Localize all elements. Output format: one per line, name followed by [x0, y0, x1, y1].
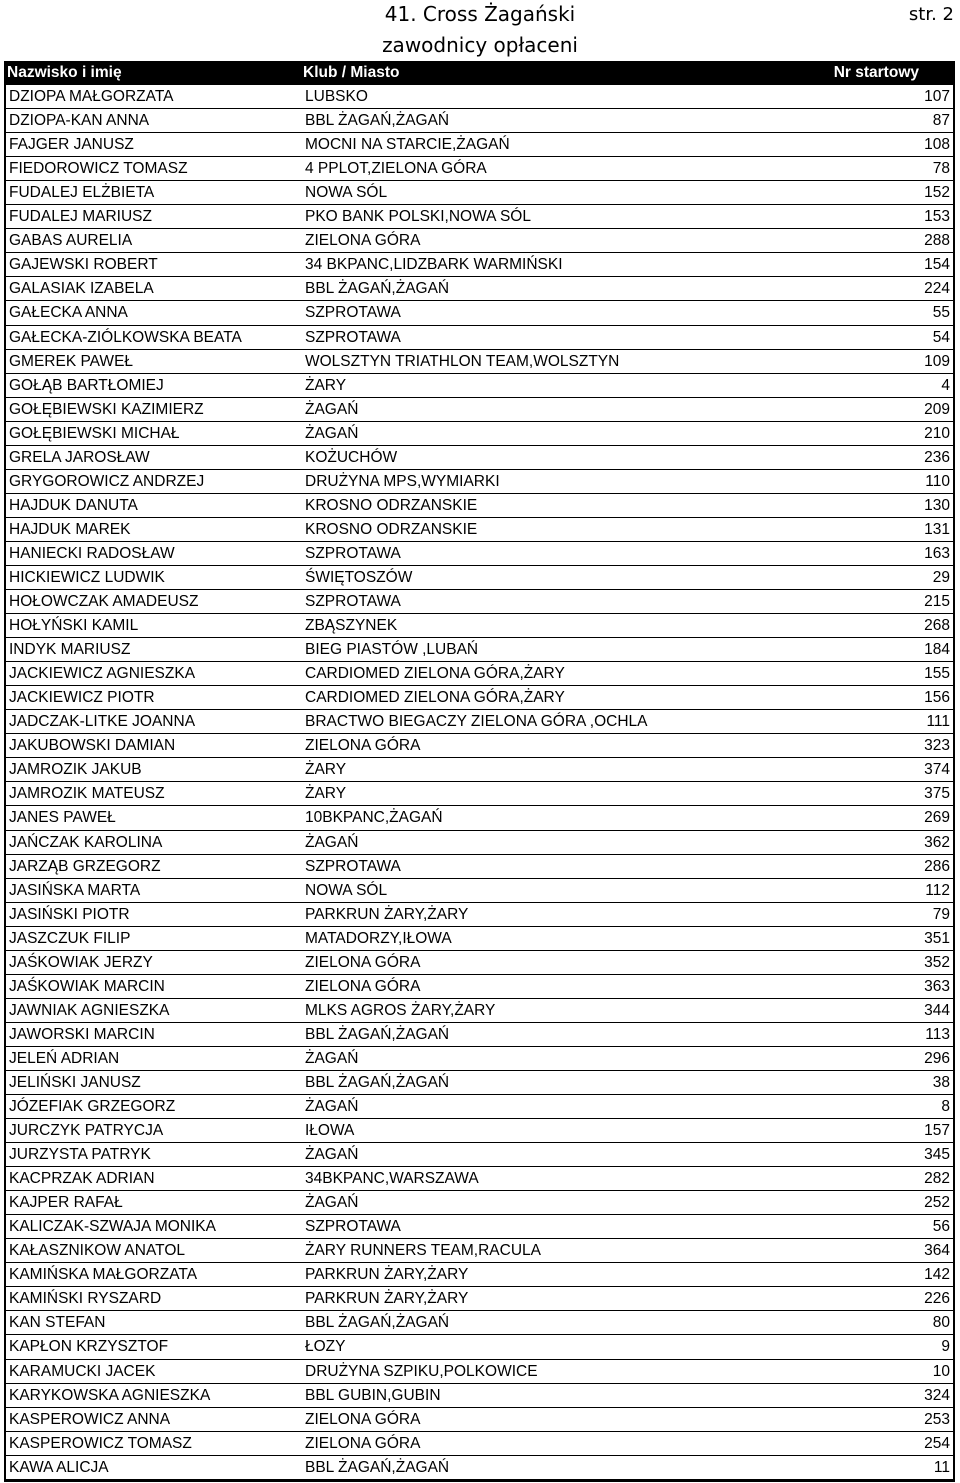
start-number: 113: [925, 1025, 950, 1043]
start-number: 324: [924, 1386, 950, 1404]
participant-club: ŻARY: [305, 376, 347, 394]
participant-club: ŻAGAŃ: [305, 833, 359, 851]
participant-club: KROSNO ODRZANSKIE: [305, 496, 478, 514]
start-number: 269: [924, 809, 950, 827]
start-number: 130: [924, 496, 950, 514]
participant-name: JARZĄB GRZEGORZ: [9, 857, 161, 875]
participant-club: ŻAGAŃ: [305, 424, 359, 442]
start-number: 152: [924, 184, 950, 202]
participant-name: HOŁYŃSKI KAMIL: [9, 617, 139, 635]
participant-name: KAŁASZNIKOW ANATOL: [9, 1242, 186, 1260]
table-row: [6, 1215, 953, 1239]
table-row: [6, 879, 953, 903]
participant-club: CARDIOMED ZIELONA GÓRA,ŻARY: [305, 665, 565, 683]
participant-name: DZIOPA-KAN ANNA: [9, 112, 150, 130]
table-row: [6, 1456, 953, 1480]
table-row: [6, 518, 953, 542]
participant-name: KAN STEFAN: [9, 1314, 106, 1332]
start-number: 254: [924, 1434, 950, 1452]
table-row: [6, 855, 953, 879]
table-header-row: [4, 61, 955, 85]
participant-name: FIEDOROWICZ TOMASZ: [9, 160, 188, 178]
page-subtitle: zawodnicy opłaceni: [382, 33, 578, 57]
participants-table: [4, 61, 955, 1482]
participant-name: JACKIEWICZ AGNIESZKA: [9, 665, 196, 683]
start-number: 345: [924, 1146, 950, 1164]
start-number: 288: [924, 232, 950, 250]
participant-club: BBL ŻAGAŃ,ŻAGAŃ: [305, 1073, 450, 1091]
participant-name: JASZCZUK FILIP: [9, 929, 131, 947]
table-body: [4, 85, 955, 1482]
start-number: 184: [924, 641, 950, 659]
table-row: [6, 734, 953, 758]
participant-name: JELIŃSKI JANUSZ: [9, 1073, 141, 1091]
table-row: [6, 806, 953, 830]
table-row: [6, 205, 953, 229]
table-row: [6, 1360, 953, 1384]
participant-club: 10BKPANC,ŻAGAŃ: [305, 809, 443, 827]
table-row: [6, 758, 953, 782]
participant-name: KASPEROWICZ ANNA: [9, 1410, 171, 1428]
participant-club: BBL ŻAGAŃ,ŻAGAŃ: [305, 280, 450, 298]
start-number: 29: [932, 568, 950, 586]
participant-club: 4 PPLOT,ZIELONA GÓRA: [305, 160, 487, 178]
participant-club: BBL ŻAGAŃ,ŻAGAŃ: [305, 1025, 450, 1043]
start-number: 296: [924, 1049, 950, 1067]
participant-club: ŻAGAŃ: [305, 1146, 359, 1164]
participant-name: JAŃCZAK KAROLINA: [9, 833, 163, 851]
start-number: 10: [932, 1362, 950, 1380]
table-row: [6, 1432, 953, 1456]
participant-club: SZPROTAWA: [305, 328, 401, 346]
participant-name: JASIŃSKA MARTA: [9, 881, 141, 899]
participant-club: ZBĄSZYNEK: [305, 617, 398, 635]
table-row: [6, 326, 953, 350]
participant-name: FUDALEJ MARIUSZ: [9, 208, 152, 226]
table-row: [6, 614, 953, 638]
participant-name: JURZYSTA PATRYK: [9, 1146, 151, 1164]
start-number: 54: [932, 328, 950, 346]
participant-club: DRUŻYNA SZPIKU,POLKOWICE: [305, 1362, 538, 1380]
table-row: [6, 1384, 953, 1408]
table-row: [6, 782, 953, 806]
participant-club: MLKS AGROS ŻARY,ŻARY: [305, 1001, 496, 1019]
participant-name: GOŁĘBIEWSKI KAZIMIERZ: [9, 400, 204, 418]
participant-name: HAJDUK MAREK: [9, 520, 131, 538]
start-number: 157: [924, 1122, 950, 1140]
table-row: [6, 638, 953, 662]
start-number: 55: [932, 304, 950, 322]
table-row: [6, 710, 953, 734]
table-row: [6, 662, 953, 686]
participant-club: MATADORZY,IŁOWA: [305, 929, 452, 947]
start-number: 155: [924, 665, 950, 683]
participant-name: KARAMUCKI JACEK: [9, 1362, 156, 1380]
participant-name: HAJDUK DANUTA: [9, 496, 138, 514]
start-number: 375: [924, 785, 950, 803]
table-row: [6, 422, 953, 446]
table-row: [6, 1047, 953, 1071]
participant-name: KAMIŃSKI RYSZARD: [9, 1290, 162, 1308]
table-row: [6, 1167, 953, 1191]
table-row: [6, 1023, 953, 1047]
table-row: [6, 927, 953, 951]
participant-name: KASPEROWICZ TOMASZ: [9, 1434, 192, 1452]
start-number: 79: [932, 905, 950, 923]
start-number: 209: [924, 400, 950, 418]
participant-club: BIEG PIASTÓW ,LUBAŃ: [305, 641, 479, 659]
start-number: 352: [924, 953, 950, 971]
participant-club: SZPROTAWA: [305, 593, 401, 611]
participant-club: NOWA SÓL: [305, 184, 388, 202]
column-header-club: Klub / Miasto: [303, 64, 400, 81]
participant-club: ŚWIĘTOSZÓW: [305, 568, 413, 586]
start-number: 78: [932, 160, 950, 178]
participant-club: LUBSKO: [305, 88, 368, 106]
participant-name: GRYGOROWICZ ANDRZEJ: [9, 472, 205, 490]
table-row: [6, 1263, 953, 1287]
participant-name: GAŁECKA ANNA: [9, 304, 128, 322]
table-row: [6, 277, 953, 301]
participant-club: ZIELONA GÓRA: [305, 737, 421, 755]
participant-club: ŻAGAŃ: [305, 400, 359, 418]
table-row: [6, 1191, 953, 1215]
start-number: 38: [932, 1073, 950, 1091]
participant-name: JÓZEFIAK GRZEGORZ: [9, 1098, 176, 1116]
participant-name: FUDALEJ ELŻBIETA: [9, 184, 155, 202]
participant-name: KAWA ALICJA: [9, 1458, 109, 1476]
start-number: 252: [924, 1194, 950, 1212]
participant-name: GAŁECKA-ZIÓLKOWSKA BEATA: [9, 328, 242, 346]
participant-name: INDYK MARIUSZ: [9, 641, 131, 659]
table-row: [6, 831, 953, 855]
participant-club: ŻARY: [305, 761, 347, 779]
participant-club: MOCNI NA STARCIE,ŻAGAŃ: [305, 136, 510, 154]
table-row: [6, 446, 953, 470]
start-number: 224: [924, 280, 950, 298]
table-row: [6, 301, 953, 325]
participant-club: NOWA SÓL: [305, 881, 388, 899]
start-number: 110: [925, 472, 950, 490]
participant-name: JAWNIAK AGNIESZKA: [9, 1001, 170, 1019]
start-number: 131: [924, 520, 950, 538]
participant-name: HANIECKI RADOSŁAW: [9, 544, 175, 562]
table-row: [6, 229, 953, 253]
participant-name: JAWORSKI MARCIN: [9, 1025, 155, 1043]
table-row: [6, 542, 953, 566]
table-row: [6, 133, 953, 157]
participant-name: JAKUBOWSKI DAMIAN: [9, 737, 176, 755]
table-row: [6, 253, 953, 277]
participant-club: CARDIOMED ZIELONA GÓRA,ŻARY: [305, 689, 565, 707]
participant-name: JAŚKOWIAK MARCIN: [9, 977, 165, 995]
start-number: 323: [924, 737, 950, 755]
start-number: 363: [924, 977, 950, 995]
participant-name: GABAS AURELIA: [9, 232, 133, 250]
participant-name: FAJGER JANUSZ: [9, 136, 134, 154]
participant-name: JAMROZIK MATEUSZ: [9, 785, 165, 803]
participant-club: BRACTWO BIEGACZY ZIELONA GÓRA ,OCHLA: [305, 713, 648, 731]
participant-club: PARKRUN ŻARY,ŻARY: [305, 1290, 469, 1308]
start-number: 56: [932, 1218, 950, 1236]
participant-club: SZPROTAWA: [305, 304, 401, 322]
table-row: [6, 109, 953, 133]
participant-name: KALICZAK-SZWAJA MONIKA: [9, 1218, 216, 1236]
participant-name: JASIŃSKI PIOTR: [9, 905, 130, 923]
table-row: [6, 398, 953, 422]
participant-club: ZIELONA GÓRA: [305, 977, 421, 995]
participant-name: JAŚKOWIAK JERZY: [9, 953, 153, 971]
participant-club: DRUŻYNA MPS,WYMIARKI: [305, 472, 500, 490]
participant-club: PKO BANK POLSKI,NOWA SÓL: [305, 208, 531, 226]
participant-name: GOŁĘBIEWSKI MICHAŁ: [9, 424, 180, 442]
participant-club: 34BKPANC,WARSZAWA: [305, 1170, 479, 1188]
table-row: [6, 1311, 953, 1335]
participant-club: SZPROTAWA: [305, 544, 401, 562]
participant-name: KAPŁON KRZYSZTOF: [9, 1338, 169, 1356]
participant-club: BBL GUBIN,GUBIN: [305, 1386, 441, 1404]
start-number: 344: [924, 1001, 950, 1019]
start-number: 8: [941, 1098, 950, 1116]
participant-name: JURCZYK PATRYCJA: [9, 1122, 164, 1140]
start-number: 153: [924, 208, 950, 226]
table-row: [6, 566, 953, 590]
participant-name: GOŁĄB BARTŁOMIEJ: [9, 376, 164, 394]
table-row: [6, 1095, 953, 1119]
participant-name: HOŁOWCZAK AMADEUSZ: [9, 593, 199, 611]
start-number: 108: [924, 136, 950, 154]
participant-club: SZPROTAWA: [305, 1218, 401, 1236]
table-row: [6, 903, 953, 927]
participant-name: KAMIŃSKA MAŁGORZATA: [9, 1266, 198, 1284]
participant-name: KAJPER RAFAŁ: [9, 1194, 123, 1212]
participant-club: ZIELONA GÓRA: [305, 1434, 421, 1452]
participant-name: JACKIEWICZ PIOTR: [9, 689, 155, 707]
start-number: 364: [924, 1242, 950, 1260]
start-number: 87: [932, 112, 950, 130]
participant-name: JAMROZIK JAKUB: [9, 761, 142, 779]
start-number: 362: [924, 833, 950, 851]
table-row: [6, 1287, 953, 1311]
participant-club: BBL ŻAGAŃ,ŻAGAŃ: [305, 1314, 450, 1332]
start-number: 4: [941, 376, 950, 394]
table-row: [6, 951, 953, 975]
participant-club: IŁOWA: [305, 1122, 355, 1140]
table-row: [6, 1119, 953, 1143]
participant-name: JADCZAK-LITKE JOANNA: [9, 713, 196, 731]
start-number: 226: [924, 1290, 950, 1308]
participant-name: GALASIAK IZABELA: [9, 280, 154, 298]
participant-name: HICKIEWICZ LUDWIK: [9, 568, 165, 586]
start-number: 286: [924, 857, 950, 875]
participant-club: ŻARY: [305, 785, 347, 803]
start-number: 142: [924, 1266, 950, 1284]
participant-name: KACPRZAK ADRIAN: [9, 1170, 155, 1188]
participant-club: ŻAGAŃ: [305, 1194, 359, 1212]
start-number: 210: [924, 424, 950, 442]
participant-name: GAJEWSKI ROBERT: [9, 256, 158, 274]
participant-club: ZIELONA GÓRA: [305, 232, 421, 250]
participant-club: BBL ŻAGAŃ,ŻAGAŃ: [305, 1458, 450, 1476]
start-number: 112: [925, 881, 950, 899]
start-number: 253: [924, 1410, 950, 1428]
participant-club: ŻAGAŃ: [305, 1098, 359, 1116]
participant-name: DZIOPA MAŁGORZATA: [9, 88, 174, 106]
table-row: [6, 590, 953, 614]
start-number: 282: [924, 1170, 950, 1188]
start-number: 268: [924, 617, 950, 635]
table-row: [6, 1071, 953, 1095]
participant-club: KOŻUCHÓW: [305, 448, 398, 466]
participant-name: GRELA JAROSŁAW: [9, 448, 150, 466]
table-row: [6, 181, 953, 205]
start-number: 351: [924, 929, 950, 947]
start-number: 109: [924, 352, 950, 370]
participant-club: ŁOZY: [305, 1338, 346, 1356]
start-number: 215: [924, 593, 950, 611]
column-header-number: Nr startowy: [833, 64, 919, 81]
start-number: 9: [941, 1338, 950, 1356]
participant-name: JELEŃ ADRIAN: [9, 1049, 120, 1067]
participant-club: PARKRUN ŻARY,ŻARY: [305, 1266, 469, 1284]
page-number: str. 2: [908, 4, 954, 25]
participant-club: BBL ŻAGAŃ,ŻAGAŃ: [305, 112, 450, 130]
table-row: [6, 1239, 953, 1263]
start-number: 80: [932, 1314, 950, 1332]
participant-club: SZPROTAWA: [305, 857, 401, 875]
participant-club: PARKRUN ŻARY,ŻARY: [305, 905, 469, 923]
participant-club: ZIELONA GÓRA: [305, 953, 421, 971]
table-row: [6, 1408, 953, 1432]
table-row: [6, 470, 953, 494]
page-title: 41. Cross Żagański: [384, 2, 576, 26]
start-number: 11: [933, 1458, 950, 1476]
participant-name: GMEREK PAWEŁ: [9, 352, 134, 370]
table-row: [6, 686, 953, 710]
participant-club: KROSNO ODRZANSKIE: [305, 520, 478, 538]
table-row: [6, 494, 953, 518]
column-header-name: Nazwisko i imię: [7, 64, 122, 81]
participant-club: ŻARY RUNNERS TEAM,RACULA: [305, 1242, 541, 1260]
table-row: [6, 350, 953, 374]
start-number: 236: [924, 448, 950, 466]
participant-club: WOLSZTYN TRIATHLON TEAM,WOLSZTYN: [305, 352, 620, 370]
participant-club: 34 BKPANC,LIDZBARK WARMIŃSKI: [305, 256, 563, 274]
start-number: 107: [924, 88, 950, 106]
participant-name: JANES PAWEŁ: [9, 809, 116, 827]
table-row: [6, 157, 953, 181]
start-number: 154: [924, 256, 950, 274]
table-row: [6, 85, 953, 109]
participant-club: ZIELONA GÓRA: [305, 1410, 421, 1428]
participant-club: ŻAGAŃ: [305, 1049, 359, 1067]
table-row: [6, 1143, 953, 1167]
start-number: 111: [926, 713, 950, 731]
table-row: [6, 975, 953, 999]
table-row: [6, 374, 953, 398]
participant-name: KARYKOWSKA AGNIESZKA: [9, 1386, 211, 1404]
start-number: 156: [924, 689, 950, 707]
start-number: 163: [924, 544, 950, 562]
start-number: 374: [924, 761, 950, 779]
table-row: [6, 999, 953, 1023]
table-row: [6, 1335, 953, 1359]
